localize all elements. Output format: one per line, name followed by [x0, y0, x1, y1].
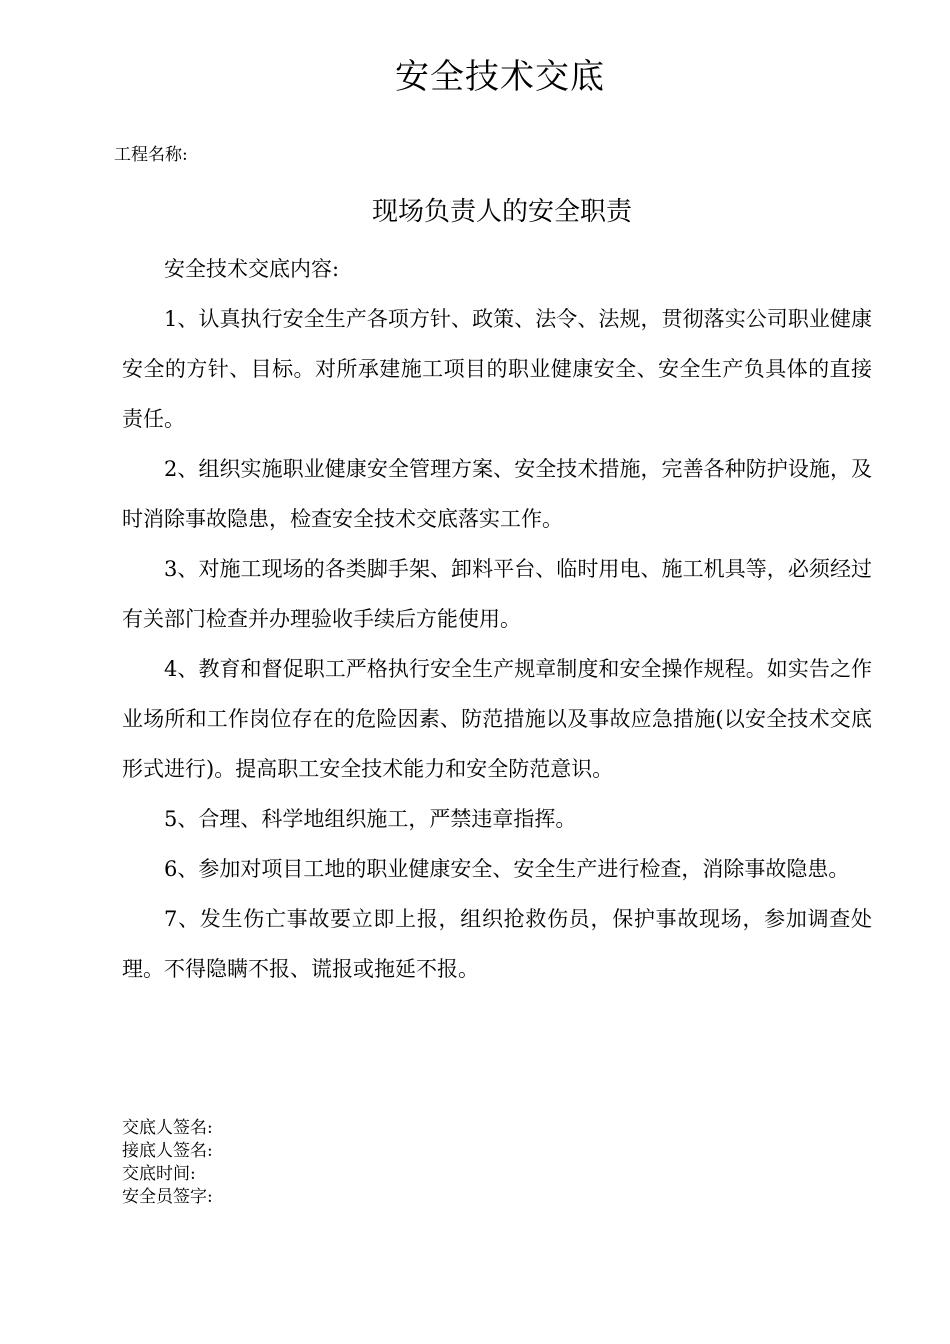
list-item: 6、参加对项目工地的职业健康安全、安全生产进行检查，消除事故隐患。: [164, 857, 850, 881]
list-item: 7、发生伤亡事故要立即上报，组织抢救伤员，保护事故现场，参加调查处理。不得隐瞒不报、谎报或拖延不报。: [122, 907, 872, 981]
signature-line-time: 交底时间:: [122, 1164, 196, 1184]
list-item: 2、组织实施职业健康安全管理方案、安全技术措施，完善各种防护设施，及时消除事故隐患，检查安全技术交底落实工作。: [122, 457, 872, 531]
signature-line-receiver: 接底人签名:: [122, 1141, 213, 1161]
signature-line-discloser: 交底人签名:: [122, 1118, 213, 1138]
list-item: 4、教育和督促职工严格执行安全生产规章制度和安全操作规程。如实告之作业场所和工作岗位存在的危险因素、防范措施以及事故应急措施(以安全技术交底形式进行)。提高职工安全技术能力和安全防范意识。: [122, 657, 872, 781]
document-body: [122, 244, 872, 994]
document-title: 安全技术交底: [395, 57, 605, 97]
intro-paragraph: 安全技术交底内容:: [164, 257, 340, 281]
list-item: 3、对施工现场的各类脚手架、卸料平台、临时用电、施工机具等，必须经过有关部门检查并办理验收手续后方能使用。: [122, 557, 872, 631]
list-item: 1、认真执行安全生产各项方针、政策、法令、法规，贯彻落实公司职业健康安全的方针、目标。对所承建施工项目的职业健康安全、安全生产负具体的直接责任。: [122, 307, 872, 431]
section-subtitle: 现场负责人的安全职责: [371, 197, 632, 227]
signature-line-safety-officer: 安全员签字:: [122, 1187, 213, 1207]
list-item: 5、合理、科学地组织施工，严禁违章指挥。: [164, 807, 577, 831]
project-name-label: 工程名称:: [114, 145, 188, 165]
signature-block: [122, 1117, 213, 1209]
